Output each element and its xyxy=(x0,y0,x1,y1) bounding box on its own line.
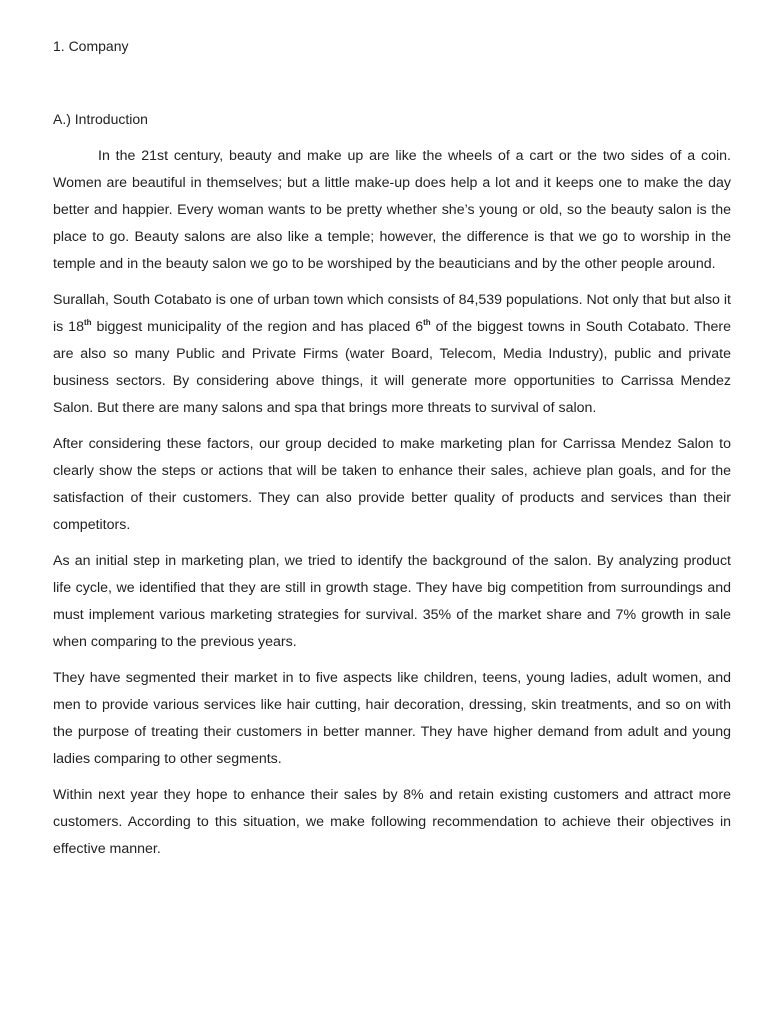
ordinal-suffix-6: th xyxy=(423,318,431,327)
paragraph-surallah-part2: biggest municipality of the region and has placed 6 xyxy=(91,319,424,335)
ordinal-suffix-18: th xyxy=(83,318,92,327)
paragraph-segments: They have segmented their market in to five aspects like children, teens, young ladies, adult women, and men to provide various services like hair cutting, hair decoration, dressing, skin treatments, and so on with the purpose of treating their customers in better manner. They have higher demand from adult and young ladies comparing to other segments. xyxy=(53,670,731,767)
paragraph-intro: In the 21st century, beauty and make up are like the wheels of a cart or the two sides of a coin. Women are beautiful in themselves; but a little make-up does help a lot and it keeps one to make the day better and happier. Every woman wants to be pretty whether she’s young or old, so the beauty salon is the place to go. Beauty salons are also like a temple; however, the difference is that we go to worship in the temple and in the beauty salon we go to be worshiped by the beauticians and by the other people around. xyxy=(53,148,731,272)
body-text xyxy=(53,143,731,872)
subsection-heading: A.) Introduction xyxy=(53,111,148,127)
paragraph-factors: After considering these factors, our group decided to make marketing plan for Carrissa Mendez Salon to clearly show the steps or actions that will be taken to enhance their sales, achieve plan goals, and for the satisfaction of their customers. They can also provide better quality of products and services than their competitors. xyxy=(53,436,731,533)
paragraph-next-year: Within next year they hope to enhance their sales by 8% and retain existing customers and attract more customers. According to this situation, we make following recommendation to achieve their objectives in effective manner. xyxy=(53,787,731,857)
paragraph-surallah xyxy=(53,287,731,422)
paragraph-initial-step: As an initial step in marketing plan, we tried to identify the background of the salon. By analyzing product life cycle, we identified that they are still in growth stage. They have big competition from surroundings and must implement various marketing strategies for survival. 35% of the market share and 7% growth in sale when comparing to the previous years. xyxy=(53,553,731,650)
section-heading: 1. Company xyxy=(53,38,129,54)
paragraph-surallah-part3: of the biggest towns in South Cotabato. There are also so many Public and Private Firms (water Board, Telecom, Media Industry), public and private business sectors. By considering above things, it will generate more opportunities to Carrissa Mendez Salon. But there are many salons and spa that brings more threats to survival of salon. xyxy=(53,319,731,416)
paragraph-surallah-part1: Surallah, South Cotabato is one of urban town which consists of 84,539 populations. Not only that but also it is 18 xyxy=(53,292,731,335)
